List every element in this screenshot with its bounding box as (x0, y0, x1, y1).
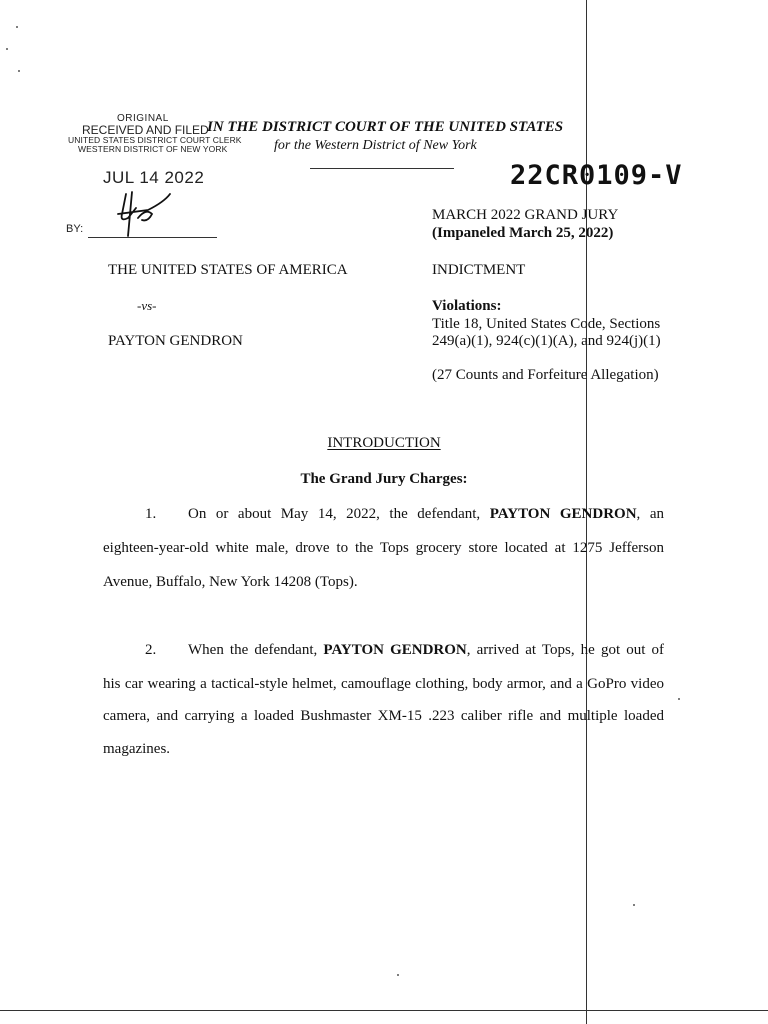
p2-text-end: , arrived at Tops, he got out of (466, 642, 665, 658)
paragraph-2-line-2: his car wearing a tactical-style helmet, camouflage clothing, body armor, and a GoPro video (103, 676, 664, 692)
indictment-label: INDICTMENT (432, 262, 526, 278)
scan-speck (633, 904, 635, 906)
stamp-received-filed: RECEIVED AND FILED (82, 123, 209, 137)
stamp-date: JUL 14 2022 (103, 168, 205, 187)
p2-text: When the defendant, (188, 642, 318, 658)
heading-rule (310, 168, 454, 169)
paragraph-2-line-4: magazines. (103, 741, 171, 757)
grand-jury-title: MARCH 2022 GRAND JURY (432, 207, 619, 223)
p1-defendant-name: PAYTON GENDRON (489, 506, 637, 522)
signature-icon (108, 188, 178, 240)
p1-text: On or about May 14, 2022, the defendant, (188, 506, 481, 522)
section-heading (0, 434, 768, 452)
scan-speck (18, 70, 20, 72)
court-district: for the Western District of New York (274, 138, 477, 153)
paragraph-1-line-2: eighteen-year-old white male, drove to the Tops grocery store located at 1275 Jefferson (103, 540, 664, 556)
stamp-by-label: BY: (66, 223, 84, 235)
violations-line-2: 249(a)(1), 924(c)(1)(A), and 924(j)(1) (432, 333, 661, 349)
violations-line-1: Title 18, United States Code, Sections (432, 316, 661, 332)
counts-summary: (27 Counts and Forfeiture Allegation) (432, 367, 659, 383)
stamp-clerk-line2: WESTERN DISTRICT OF NEW YORK (78, 144, 228, 154)
grand-jury-charges: The Grand Jury Charges: (300, 471, 468, 487)
paragraph-2-line-3: camera, and carrying a loaded Bushmaster XM-15 .223 caliber rifle and multiple loaded (103, 708, 664, 724)
scan-bottom-line (0, 1010, 768, 1011)
introduction-heading: INTRODUCTION (327, 435, 441, 451)
p1-text-end: , an (636, 506, 664, 522)
scan-speck (397, 974, 399, 976)
scan-speck (6, 48, 8, 50)
stamp-clerk-line1: UNITED STATES DISTRICT COURT CLERK (68, 135, 242, 145)
stamp-original: ORIGINAL (117, 113, 169, 124)
violations-label: Violations: (432, 298, 502, 314)
p2-defendant-name: PAYTON GENDRON (323, 642, 467, 658)
plaintiff-name: THE UNITED STATES OF AMERICA (108, 262, 348, 278)
paragraph-2-number: 2. (145, 642, 157, 658)
court-name: IN THE DISTRICT COURT OF THE UNITED STATES (207, 119, 564, 135)
paragraph-1-number: 1. (145, 506, 157, 522)
defendant-name: PAYTON GENDRON (108, 333, 243, 349)
grand-jury-impaneled: (Impaneled March 25, 2022) (432, 225, 614, 241)
scan-speck (678, 698, 680, 700)
versus-label: -vs- (137, 298, 157, 313)
paragraph-1-line-1 (188, 506, 664, 523)
scan-speck (16, 26, 18, 28)
paragraph-2-line-1 (188, 642, 664, 659)
case-number: 22CR0109-V (510, 160, 683, 191)
paragraph-1-line-3: Avenue, Buffalo, New York 14208 (Tops). (103, 574, 358, 590)
